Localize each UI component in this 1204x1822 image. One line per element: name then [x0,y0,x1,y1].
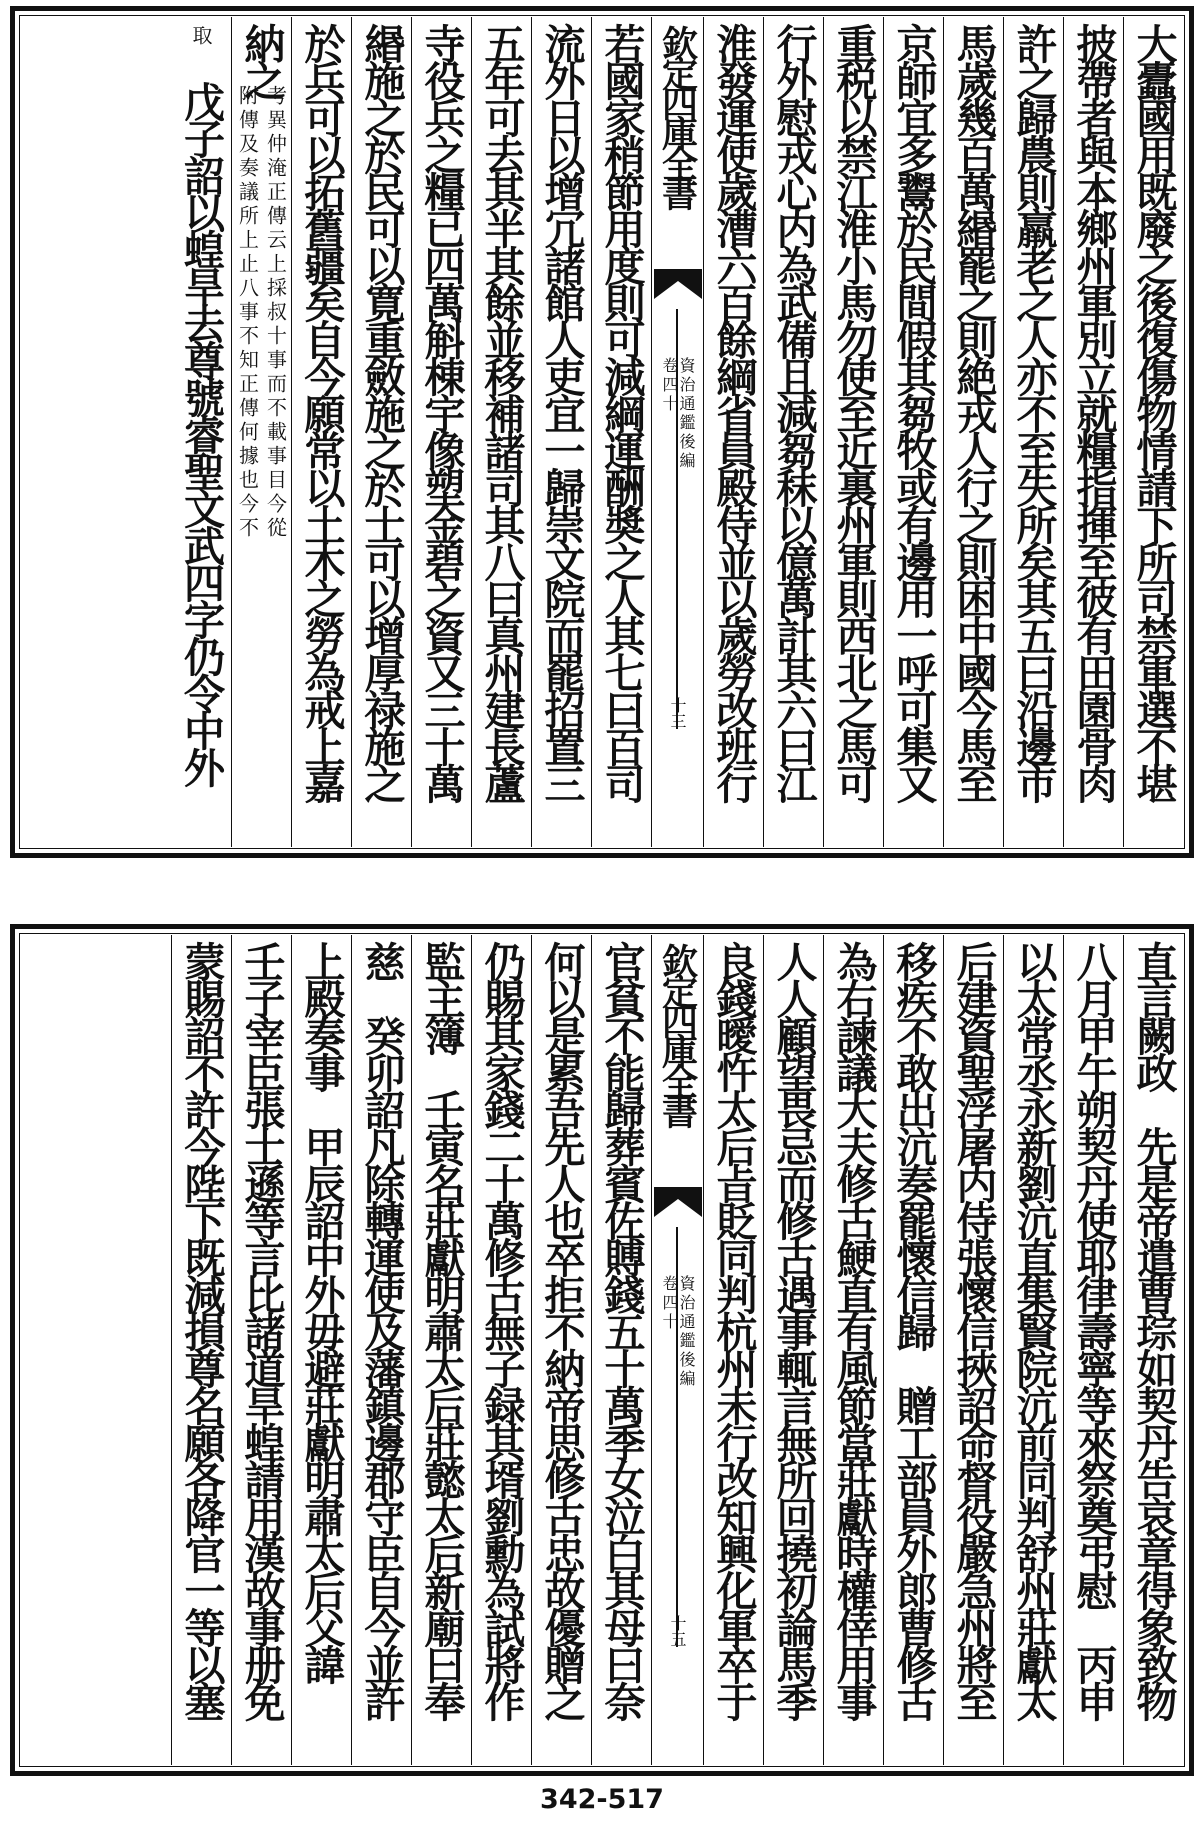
text-column [291,935,351,1765]
column-text: 人人顧望畏忌而修古遇事輒言無所回撓初論馬季 [769,941,818,1718]
lower-page [10,924,1194,1776]
annotation-notes [232,85,291,541]
book-name-text: 資治通鑑後編 [677,1275,696,1389]
column-text: 監主簿 壬寅名莊獻明肅太后莊懿太后新廟曰奉 [417,941,466,1718]
column-text: 流外日以增冗諸館人吏宜一歸崇文院而罷招置三 [537,23,586,800]
text-column [171,935,231,1765]
column-text: 以太常丞永新劉沆直集賢院沆前同判舒州莊獻太 [1009,941,1058,1718]
volume-number: 卷四十 [660,357,679,414]
text-column [1063,17,1123,847]
column-text: 淮發運使歲漕六百餘綱省員殿侍並以歲勞改班行 [709,23,758,800]
column-text: 八月甲午朔契丹使耶律壽寧等來祭奠弔慰 丙申 [1069,941,1118,1718]
lower-page-columns [21,935,1183,1765]
column-text: 上殿奏事 甲辰詔中外毋避莊獻明肅太后父諱 [297,941,346,1681]
text-column [591,17,651,847]
text-column [591,935,651,1765]
column-text: 大蠹國用既廢之後復傷物情請下所司禁軍選不堪 [1129,23,1178,800]
text-column [471,17,531,847]
text-column [1003,935,1063,1765]
column-text: 若國家稍節用度則可減綱運酬奬之人其七曰百司 [597,23,646,800]
column-text: 慈 癸卯詔凡除轉運使及藩鎮邊郡守臣自今並許 [357,941,406,1718]
column-text: 良錢曖忤太后㫖貶同判杭州未行改知興化軍卒于 [709,941,758,1718]
column-text: 移疾不敢出沆奏罷懷信歸 贈工部員外郎曹修古 [889,941,938,1718]
annotation-column [231,17,291,847]
fish-tail-mark-icon [654,269,702,299]
column-text: 何以是累吾先人也卒拒不納帝思修古忠故優贈之 [537,941,586,1718]
column-text: 仍賜其家錢二十萬修古無子録其壻劉勳為試將作 [477,941,526,1718]
annotation-note: 考異仲淹正傳云上採叔十事而不載事目今從 [263,85,288,541]
column-text: 直言闕政 先是帝遣曹琮如契丹告哀章得象致物 [1129,941,1178,1718]
last-column-note [171,25,231,49]
text-column [1003,17,1063,847]
text-column [351,17,411,847]
text-column [411,935,471,1765]
column-text: 后建資聖浮屠内侍張懷信挾詔命督役嚴急州將至 [949,941,998,1718]
fish-tail-mark-icon [654,1187,702,1217]
column-text: 於兵可以拓舊疆矣自今願常以土木之勞為戒上嘉 [297,23,346,800]
column-text: 寺役兵之糧已四萬斛棟宇像塑金碧之資又三十萬 [417,23,466,800]
column-text: 許之歸農則羸老之人亦不至失所矣其五曰沿邊市 [1009,23,1058,800]
column-text: 馬歲幾百萬緡罷之則絶戎人行之則困中國今馬至 [949,23,998,800]
column-text: 重税以禁江淮小馬勿使至近裏州軍則西北之馬可 [829,23,878,800]
column-text: 壬子宰臣張士遜等言比諸道旱蝗請用漢故事册免 [237,941,286,1718]
text-column [1123,17,1183,847]
column-text: 蒙賜詔不許今陛下既減損尊名願各降官一等以塞 [177,941,226,1718]
text-column [943,935,1003,1765]
text-column [1123,935,1183,1765]
fold-title [652,943,703,1123]
column-text: 五年可去其半其餘並移補諸司其八曰真州建長蘆 [477,23,526,800]
page-number: 342-517 [540,1784,664,1815]
center-fold [651,935,703,1765]
book-title: 欽定四庫全書 [656,943,699,1123]
volume-number: 卷四十 [660,1275,679,1332]
text-column [943,17,1003,847]
last-column [171,17,231,847]
text-column [883,17,943,847]
text-column [823,17,883,847]
text-column [411,17,471,847]
text-column [703,935,763,1765]
column-text: 披帶者與本鄉州軍別立就糧指揮至彼有田園骨肉 [1069,23,1118,800]
text-column [823,935,883,1765]
column-text: 為右諫議大夫修古鯁直有風節當莊獻時權倖用事 [829,941,878,1718]
fold-title [652,25,703,205]
column-text: 官貧不能歸葬賓佐賻錢五十萬季女泣白其母曰奈 [597,941,646,1718]
column-text: 緡施之於民可以寛重斂施之於士可以增厚禄施之 [357,23,406,800]
text-column [883,935,943,1765]
text-column [703,17,763,847]
text-column [763,17,823,847]
upper-page-columns [21,17,1183,847]
text-column [291,17,351,847]
text-column [1063,935,1123,1765]
text-column [763,935,823,1765]
text-column [531,17,591,847]
annotation-note: 附傳及奏議所上止八事不知正傳何據也今不 [235,85,260,541]
upper-page [10,6,1194,858]
text-column [351,935,411,1765]
text-column [471,935,531,1765]
last-column-main-text: 戊子詔以蝗旱去尊號睿聖文武四字仍令中外 [177,81,225,784]
column-text: 行外慰戎心内為武備且減芻秣以億萬計其六曰江 [769,23,818,800]
column-text: 京師宜多鬻於民間假其芻牧或有邊用一呼可集又 [889,23,938,800]
book-name-text: 資治通鑑後編 [677,357,696,471]
book-title: 欽定四庫全書 [656,25,699,205]
folio-number: 十三 [668,697,687,729]
center-fold [651,17,703,847]
folio-number: 十五 [668,1615,687,1647]
text-column [231,935,291,1765]
text-column [531,935,591,1765]
last-column-main [171,81,231,784]
annotation-main-text: 納之 [237,23,286,97]
last-column-top-text: 取 [189,25,213,49]
